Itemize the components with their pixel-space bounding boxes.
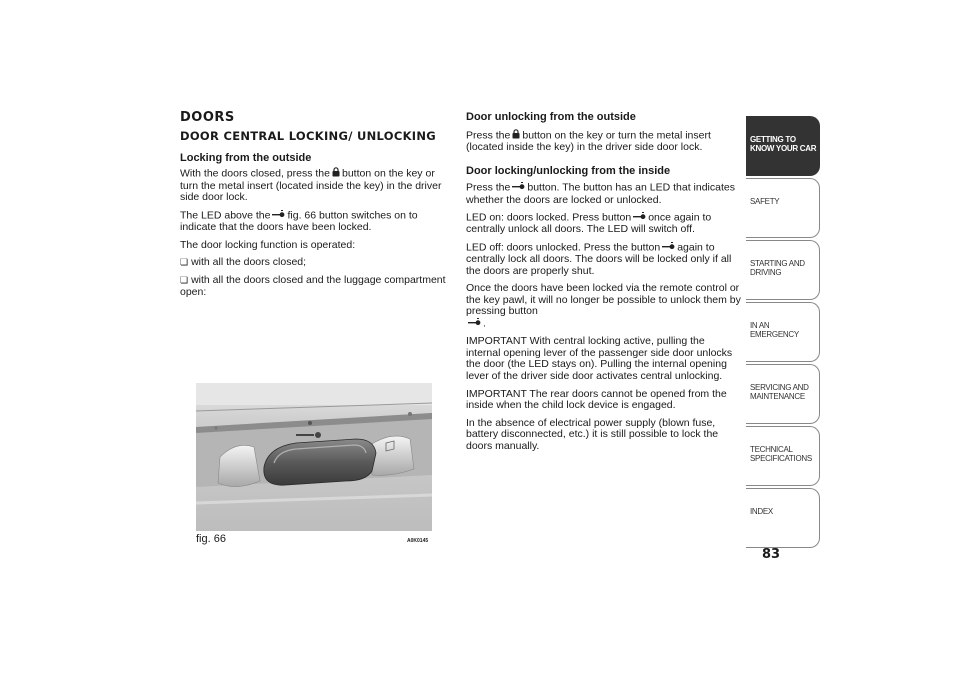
- paragraph-important-2: IMPORTANT The rear doors cannot be opened from the inside when the child lock device is engaged.: [466, 387, 727, 412]
- text: again to centrally lock all doors. The doors will be locked only if all the doors are properly shut.: [466, 241, 732, 277]
- text: button on the key or turn the metal insert (located inside the key) in the driver side door lock.: [180, 167, 442, 204]
- tab-starting-and-driving[interactable]: STARTING AND DRIVING: [746, 240, 820, 300]
- paragraph: [180, 167, 450, 204]
- right-column: [466, 112, 741, 459]
- paragraph: [180, 210, 450, 234]
- heading-locking-inside: Door locking/unlocking from the inside: [466, 164, 671, 177]
- text: .: [483, 317, 486, 330]
- figure-caption: fig. 66: [196, 533, 226, 545]
- section-title: DOORS: [180, 110, 235, 125]
- key-icon: [662, 242, 675, 254]
- text: With the doors closed, press the: [180, 167, 330, 180]
- padlock-icon: [512, 129, 520, 143]
- paragraph: The door locking function is operated:: [180, 238, 356, 251]
- figure-code: A0K0145: [407, 538, 429, 544]
- figure-door-lock-button: [196, 383, 432, 531]
- text: button on the key or turn the metal insert (located inside the key) in the driver side door lock.: [466, 129, 711, 154]
- key-icon: [272, 210, 285, 222]
- text: LED off: doors unlocked. Press the button: [466, 241, 661, 254]
- chapter-tabs: [746, 116, 820, 550]
- text: button. The button has an LED that indicates whether the doors are locked or unlocked.: [466, 181, 735, 206]
- text: Once the doors have been locked via the remote control or the key pawl, it will no longer be possible to unlock them by pressing button: [466, 282, 741, 318]
- key-icon: [512, 182, 525, 194]
- tab-technical-specifications[interactable]: TECHNICAL SPECIFICATIONS: [746, 426, 820, 486]
- paragraph: [466, 283, 741, 330]
- left-column: [180, 112, 450, 304]
- paragraph: [466, 212, 741, 236]
- text: Press the: [466, 181, 511, 194]
- key-icon: [633, 212, 646, 224]
- heading-unlocking-outside: Door unlocking from the outside: [466, 111, 636, 123]
- tab-safety[interactable]: SAFETY: [746, 178, 820, 238]
- bullet-item: ❏ with all the doors closed;: [180, 257, 450, 269]
- paragraph: [466, 182, 741, 206]
- text: once again to centrally unlock all doors. The LED will switch off.: [466, 211, 712, 236]
- section-subtitle: DOOR CENTRAL LOCKING/ UNLOCKING: [180, 128, 437, 143]
- key-icon: [468, 318, 481, 330]
- tab-in-an-emergency[interactable]: IN AN EMERGENCY: [746, 302, 820, 362]
- padlock-icon: [332, 167, 340, 181]
- page-number: 83: [762, 547, 781, 562]
- tab-index[interactable]: INDEX: [746, 488, 820, 548]
- tab-getting-to-know-your-car[interactable]: GETTING TO KNOW YOUR CAR: [746, 116, 820, 176]
- text: LED on: doors locked. Press button: [466, 211, 632, 224]
- tab-servicing-and-maintenance[interactable]: SERVICING AND MAINTENANCE: [746, 364, 820, 424]
- paragraph-important-1: IMPORTANT With central locking active, pulling the internal opening lever of the passenger side door unlocks the door (the LED stays on). Pulling the internal opening lever of the driver side door activates central unlocking.: [466, 335, 733, 382]
- paragraph: [466, 129, 741, 154]
- paragraph: [466, 242, 741, 277]
- text: The LED above the: [180, 209, 271, 222]
- text: fig. 66 button switches on to indicate that the doors have been locked.: [180, 209, 418, 234]
- paragraph: In the absence of electrical power supply (blown fuse, battery disconnected, etc.) it is still possible to lock the doors manually.: [466, 416, 719, 452]
- heading-locking-outside: Locking from the outside: [180, 151, 312, 164]
- bullet-item: ❏ with all the doors closed and the luggage compartment open:: [180, 275, 450, 298]
- text: Press the: [466, 129, 511, 142]
